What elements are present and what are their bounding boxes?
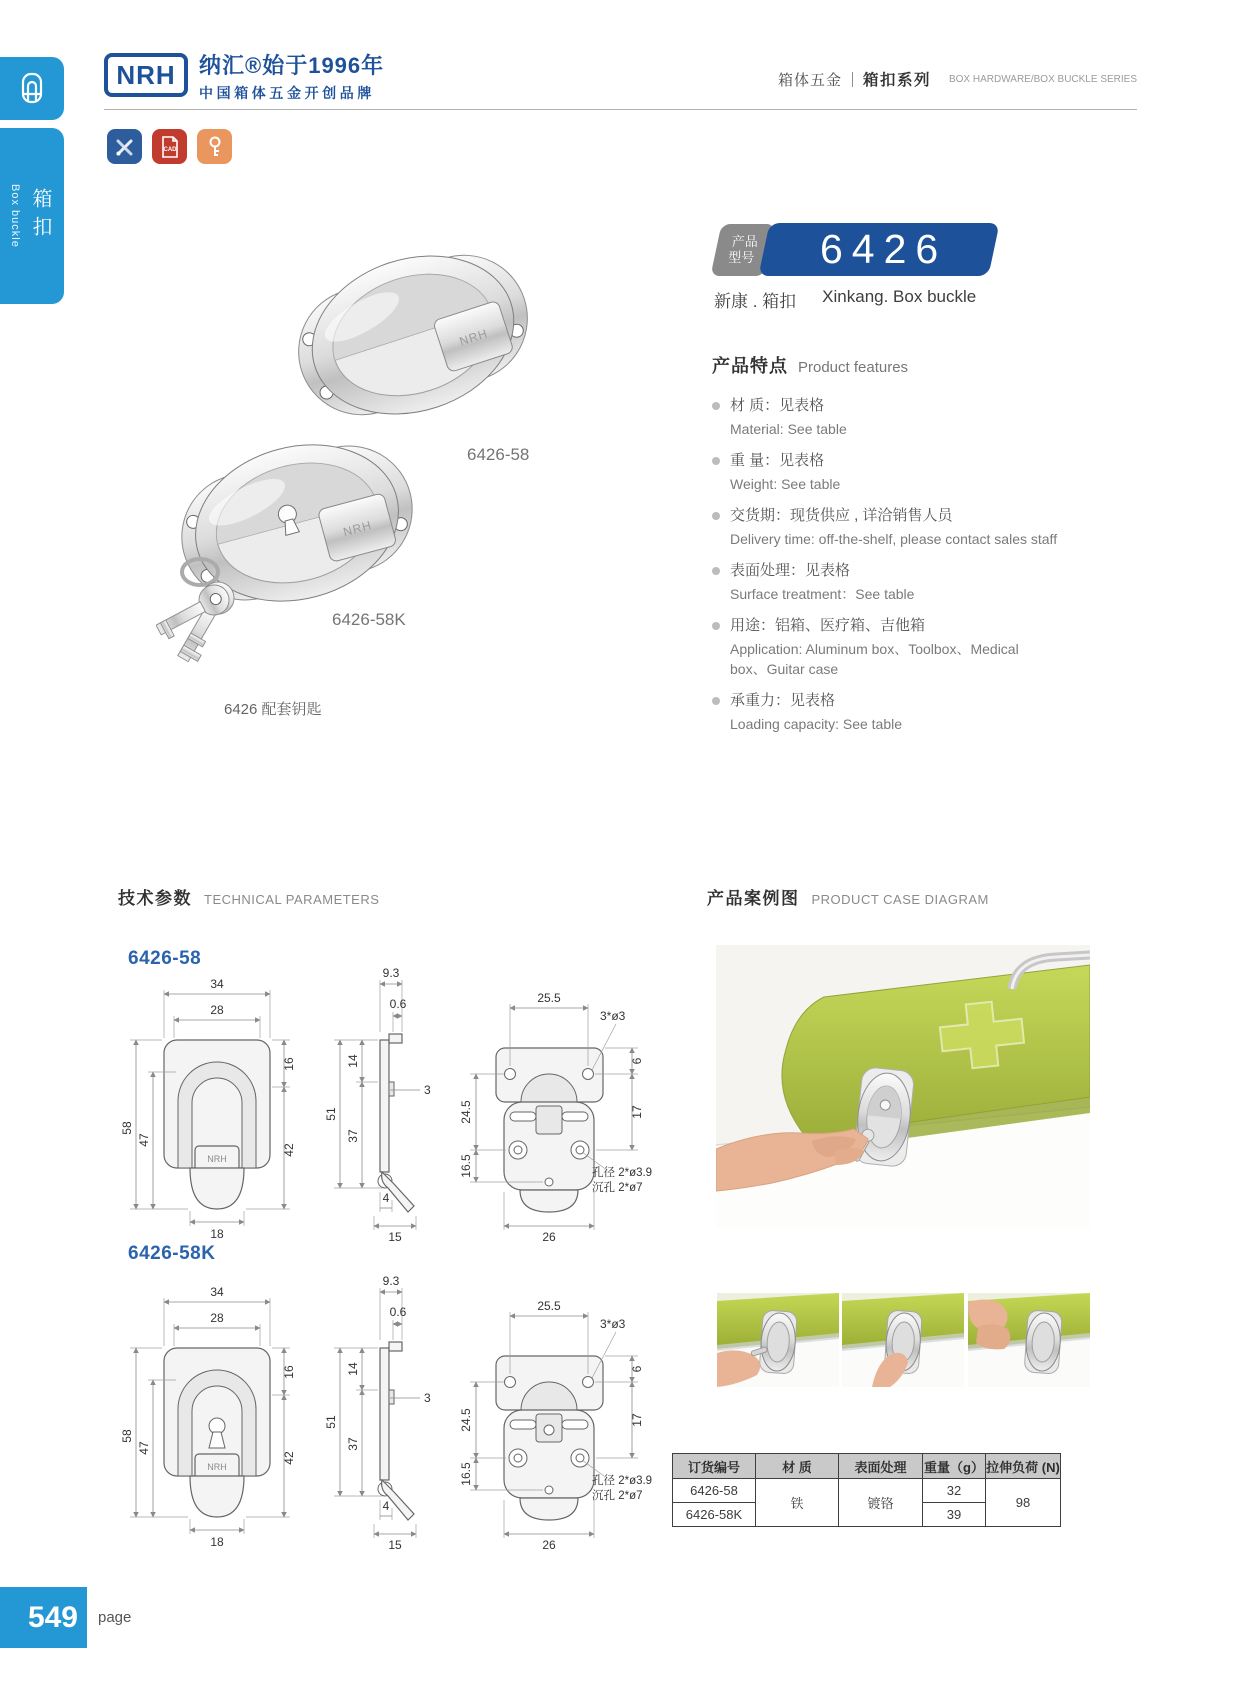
key-icon[interactable]: [197, 129, 232, 164]
cell-weight-a: 32: [923, 1479, 986, 1503]
features-title-en: Product features: [798, 359, 909, 376]
buckle-glyph: [15, 71, 49, 107]
feature-zh: 交货期：现货供应 , 详洽销售人员: [730, 507, 953, 524]
page-number-badge: [0, 1587, 87, 1648]
series-category: 箱体五金: [777, 71, 842, 89]
cad-file-icon[interactable]: [152, 129, 187, 164]
features-title: [712, 352, 1122, 378]
bullet-dot: [712, 567, 720, 575]
svg-text:6: 6: [630, 1365, 644, 1373]
case-photo-main: [716, 945, 1090, 1228]
bullet-dot: [712, 457, 720, 465]
feature-zh: 重 量：见表格: [730, 452, 825, 469]
svg-text:26: 26: [542, 1230, 556, 1244]
svg-text:0.6: 0.6: [389, 997, 407, 1011]
svg-text:15: 15: [388, 1230, 402, 1244]
cell-weight-b: 39: [923, 1503, 986, 1527]
drawing-group-label-a: 6426-58: [128, 948, 202, 969]
model-tag-line1: 产品: [731, 234, 758, 249]
keys-caption: 6426 配套钥匙: [224, 701, 322, 718]
feature-en: Delivery time: off-the-shelf, please contact sales staff: [730, 531, 1058, 547]
series-divider: [852, 72, 853, 87]
svg-text:17: 17: [630, 1105, 644, 1119]
cell-model-a: 6426-58: [673, 1479, 756, 1503]
svg-text:16.5: 16.5: [459, 1462, 473, 1486]
svg-text:42: 42: [282, 1451, 296, 1465]
brand-slogan-line1: 纳汇®始于1996年: [199, 53, 385, 78]
svg-text:34: 34: [210, 1285, 224, 1299]
spec-header-row: [673, 1454, 1061, 1479]
svg-text:4: 4: [382, 1499, 390, 1513]
feature-en: Material: See table: [730, 421, 847, 437]
case-diagram-title: [707, 884, 989, 909]
feature-en: Weight: See table: [730, 476, 841, 492]
feature-item: [712, 615, 1122, 679]
nrh-logo-text: NRH: [116, 59, 176, 90]
toolbar: [107, 129, 232, 164]
case-thumb-2: [842, 1293, 964, 1387]
design-tools-icon[interactable]: [107, 129, 142, 164]
svg-text:14: 14: [346, 1054, 360, 1068]
svg-text:9.3: 9.3: [382, 1274, 400, 1288]
features-section: [712, 352, 1122, 745]
feature-zh: 材 质：见表格: [730, 397, 825, 414]
case-thumb-3: [968, 1293, 1090, 1387]
svg-text:37: 37: [346, 1129, 360, 1143]
col-order-no: 订货编号: [673, 1454, 756, 1479]
sidebar-buckle-icon: [0, 57, 64, 120]
series-name-zh: 箱扣系列: [862, 72, 931, 89]
svg-text:34: 34: [210, 977, 224, 991]
svg-text:沉孔 2*ø7: 沉孔 2*ø7: [592, 1490, 643, 1502]
keys-photo: [156, 546, 296, 696]
nrh-stamp: NRH: [341, 518, 374, 540]
product-name-en: Xinkang. Box buckle: [822, 287, 977, 306]
tech-title-zh: 技术参数: [118, 889, 192, 908]
drawing-side-view-b: [318, 1268, 448, 1553]
svg-text:26: 26: [542, 1538, 556, 1552]
svg-text:18: 18: [210, 1227, 224, 1241]
feature-item: [712, 395, 1122, 439]
model-number-banner: [758, 223, 999, 276]
svg-text:16: 16: [282, 1057, 296, 1071]
model-number: 6426: [819, 226, 948, 272]
svg-text:3: 3: [424, 1083, 431, 1097]
tech-title-en: TECHNICAL PARAMETERS: [204, 892, 380, 907]
svg-text:47: 47: [137, 1133, 151, 1147]
col-weight: 重量（g）: [923, 1454, 986, 1479]
series-name-en: BOX HARDWARE/BOX BUCKLE SERIES: [948, 73, 1137, 85]
svg-text:16: 16: [282, 1365, 296, 1379]
svg-text:3: 3: [424, 1391, 431, 1405]
svg-text:37: 37: [346, 1437, 360, 1451]
cell-material: 铁: [756, 1479, 839, 1527]
drawing-front-view-a: [112, 960, 312, 1245]
svg-text:16.5: 16.5: [459, 1154, 473, 1178]
tech-params-title: [118, 884, 379, 909]
feature-item: [712, 505, 1122, 549]
feature-item: [712, 560, 1122, 604]
header-divider: [104, 109, 1137, 110]
nrh-stamp: NRH: [457, 326, 490, 349]
svg-text:24.5: 24.5: [459, 1100, 473, 1124]
svg-text:沉孔 2*ø7: 沉孔 2*ø7: [592, 1182, 643, 1194]
cell-tensile: 98: [986, 1479, 1061, 1527]
svg-text:28: 28: [210, 1311, 224, 1325]
col-surface: 表面处理: [839, 1454, 923, 1479]
cell-model-b: 6426-58K: [673, 1503, 756, 1527]
brand-block: [199, 49, 384, 103]
spec-row-1: [673, 1479, 1061, 1503]
photo-label-6426-58: 6426-58: [467, 445, 530, 464]
drawing-front-view-b: [112, 1268, 312, 1553]
cad-label: CAD: [163, 146, 176, 153]
svg-text:25.5: 25.5: [537, 991, 561, 1005]
sidebar-tab-label-zh: 箱扣: [29, 188, 51, 244]
sidebar-tab-label-en: Box buckle: [9, 184, 21, 248]
drawing-rear-view-b: [448, 1268, 663, 1553]
svg-text:15: 15: [388, 1538, 402, 1552]
page-number: 549: [27, 1600, 78, 1634]
series-breadcrumb: [778, 68, 1137, 90]
svg-text:0.6: 0.6: [389, 1305, 407, 1319]
drawing-rear-view-a: [448, 960, 663, 1245]
svg-text:17: 17: [630, 1413, 644, 1427]
svg-text:58: 58: [120, 1429, 134, 1443]
case-title-en: PRODUCT CASE DIAGRAM: [811, 892, 989, 907]
svg-text:14: 14: [346, 1362, 360, 1376]
col-material: 材 质: [756, 1454, 839, 1479]
svg-text:42: 42: [282, 1143, 296, 1157]
svg-text:28: 28: [210, 1003, 224, 1017]
svg-text:3*ø3: 3*ø3: [600, 1317, 626, 1331]
svg-text:51: 51: [324, 1415, 338, 1429]
svg-text:58: 58: [120, 1121, 134, 1135]
nrh-logo: [104, 53, 188, 97]
bullet-dot: [712, 622, 720, 630]
model-tag-line2: 型号: [728, 250, 755, 265]
feature-en: Application: Aluminum box、Toolbox、Medical box、Guitar case: [730, 641, 1019, 677]
svg-text:25.5: 25.5: [537, 1299, 561, 1313]
svg-text:18: 18: [210, 1535, 224, 1549]
drawing-side-view-a: [318, 960, 448, 1245]
svg-text:孔径 2*ø3.9: 孔径 2*ø3.9: [592, 1167, 653, 1179]
feature-en: Loading capacity: See table: [730, 716, 903, 732]
bullet-dot: [712, 512, 720, 520]
feature-item: [712, 450, 1122, 494]
feature-zh: 表面处理：见表格: [730, 562, 851, 579]
col-tensile: 拉伸负荷 (N): [986, 1454, 1061, 1479]
spec-table: [672, 1453, 1061, 1527]
svg-text:NRH: NRH: [207, 1154, 227, 1164]
drawing-group-label-b: 6426-58K: [128, 1243, 216, 1264]
brand-slogan-line2: 中国箱体五金开创品牌: [199, 85, 375, 101]
svg-text:24.5: 24.5: [459, 1408, 473, 1432]
svg-text:47: 47: [137, 1441, 151, 1455]
svg-text:6: 6: [630, 1057, 644, 1065]
feature-item: [712, 690, 1122, 734]
case-title-zh: 产品案例图: [707, 889, 800, 908]
svg-text:51: 51: [324, 1107, 338, 1121]
product-name: [714, 287, 976, 312]
sidebar-tab-box-buckle[interactable]: [0, 128, 64, 304]
svg-text:孔径 2*ø3.9: 孔径 2*ø3.9: [592, 1475, 653, 1487]
feature-zh: 承重力：见表格: [730, 692, 836, 709]
svg-text:NRH: NRH: [207, 1462, 227, 1472]
case-thumb-1: [717, 1293, 839, 1387]
svg-text:9.3: 9.3: [382, 966, 400, 980]
feature-en: Surface treatment：See table: [730, 586, 915, 602]
bullet-dot: [712, 697, 720, 705]
cell-surface: 镀铬: [839, 1479, 923, 1527]
features-title-zh: 产品特点: [712, 356, 788, 376]
bullet-dot: [712, 402, 720, 410]
feature-zh: 用途：铝箱、医疗箱、吉他箱: [730, 617, 926, 634]
svg-text:4: 4: [382, 1191, 390, 1205]
product-name-zh: 新康 . 箱扣: [714, 292, 797, 311]
page-word: page: [98, 1609, 132, 1626]
svg-text:3*ø3: 3*ø3: [600, 1009, 626, 1023]
photo-label-6426-58K: 6426-58K: [332, 610, 406, 629]
